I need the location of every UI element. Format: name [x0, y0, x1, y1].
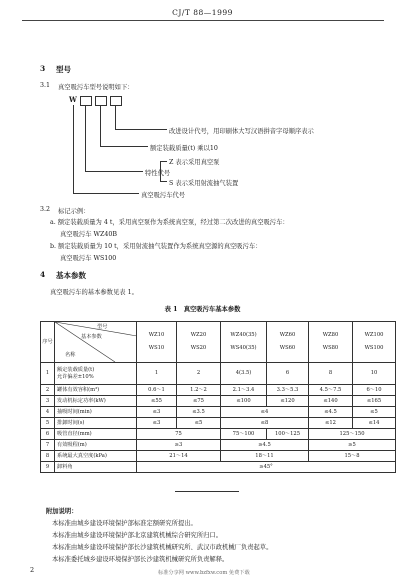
model-col-1 [137, 322, 177, 363]
row-name: 吸管直径(mm) [55, 429, 137, 440]
header-rule [22, 20, 384, 21]
table-cell: ≤165 [353, 396, 396, 407]
row-number: 5 [41, 418, 55, 429]
table-cell: ≤120 [267, 396, 309, 407]
table-row [41, 440, 396, 451]
section-4-title: 基本参数 [56, 271, 86, 280]
model-4-top: WZ60 [279, 332, 296, 339]
table-row [41, 363, 396, 385]
table-cell: ≤75 [177, 396, 221, 407]
table-header-row [41, 322, 396, 363]
section-4-number: 4 [40, 270, 46, 279]
table-cell: ≤140 [309, 396, 353, 407]
model-1-top: WZ10 [148, 332, 165, 339]
parameter-table [40, 321, 396, 473]
model-2-bottom: WS20 [190, 345, 207, 352]
table-cell: ≥4.5 [221, 440, 309, 451]
table-cell: ≤4 [221, 407, 309, 418]
code-box-1 [80, 96, 92, 106]
row-name-line1: 额定装载质量(t) [57, 367, 95, 373]
model-col-4 [267, 322, 309, 363]
header-corner-cell [55, 322, 137, 363]
row-number: 3 [41, 396, 55, 407]
table-cell: 4(3.5) [221, 363, 267, 385]
model-5-bottom: WS80 [322, 345, 339, 352]
table-cell: ≤4.5 [309, 407, 353, 418]
model-col-3 [221, 322, 267, 363]
row-name: 排卸时间(s) [55, 418, 137, 429]
table-cell: ≤3.5 [177, 407, 221, 418]
table-cell: ≤3 [137, 418, 177, 429]
row-name: 抽吸时间(min) [55, 407, 137, 418]
row-number: 1 [41, 363, 55, 385]
table-row [41, 385, 396, 396]
table-cell: 75 [137, 429, 221, 440]
row-name: 罐体有效容积(m³) [55, 385, 137, 396]
table-cell: 1.2～2 [177, 385, 221, 396]
model-col-2 [177, 322, 221, 363]
model-5-top: WZ80 [322, 332, 339, 339]
table-cell: ≥45° [137, 462, 396, 473]
table-row [41, 462, 396, 473]
leader-h-improve [115, 129, 167, 130]
leader-h-vehicle [73, 193, 139, 194]
appendix-line-3: 本标准由城乡建设环境保护部长沙建筑机械研究所、武汉市政机械厂负责起草。 [52, 544, 273, 551]
corner-label-name: 名称 [65, 352, 76, 358]
row-name [55, 363, 137, 385]
table-cell: ≤5 [353, 407, 396, 418]
model-6-top: WZ100 [364, 332, 384, 339]
leader-h-char [85, 171, 143, 172]
appendix-title: 附加说明： [46, 508, 78, 515]
row-name: 系统最大真空度(kPa) [55, 451, 137, 462]
leader-v-load [100, 105, 101, 146]
row-name-line2: 允许偏差±10% [57, 373, 94, 380]
table-cell: 125～150 [309, 429, 396, 440]
table-cell: 21～14 [137, 451, 221, 462]
model-col-6 [353, 322, 396, 363]
clause-3-2-title: 标记示例： [58, 208, 90, 215]
row-name: 卸料角 [55, 462, 137, 473]
clause-3-2-number: 3.2 [40, 206, 51, 213]
header-seq-text: 序号 [42, 338, 53, 345]
label-improve-code: 改进设计代号，用印刷体大写汉语拼音字母顺序表示 [169, 128, 314, 135]
table-cell: 2 [177, 363, 221, 385]
model-1-bottom: WS10 [148, 345, 165, 352]
corner-label-params: 基本参数 [81, 334, 102, 340]
table-cell: ≤14 [353, 418, 396, 429]
appendix-line-4: 本标准委托城乡建设环境保护部长沙建筑机械研究所负责解释。 [52, 556, 229, 563]
code-box-3 [110, 96, 122, 106]
table-cell: ≤100 [221, 396, 267, 407]
section-3-number: 3 [40, 64, 46, 73]
table-cell: ≤55 [137, 396, 177, 407]
table-cell: 8 [309, 363, 353, 385]
table-cell: ≤3 [137, 407, 177, 418]
row-name: 发动机标定功率(kW) [55, 396, 137, 407]
table-cell: 10 [353, 363, 396, 385]
table-cell: 15～8 [309, 451, 396, 462]
table-cell: 6～10 [353, 385, 396, 396]
watermark: 标准分享网 www.bzfxw.com 免费下载 [158, 570, 250, 576]
model-col-5 [309, 322, 353, 363]
clause-3-1-intro: 真空吸污车型号说明如下： [58, 84, 134, 91]
table-cell: ≤12 [309, 418, 353, 429]
table-row [41, 407, 396, 418]
model-3-top: WZ40(35) [230, 332, 257, 339]
section-4-intro: 真空吸污车的基本参数见表 1。 [50, 289, 138, 296]
table-cell: 1 [137, 363, 177, 385]
table-cell: ≥5 [309, 440, 396, 451]
label-z-vacuum-pump: Z 表示采用真空泵 [169, 159, 220, 166]
row-number: 6 [41, 429, 55, 440]
model-3-bottom: WS40(35) [230, 345, 257, 352]
table-cell: 3.3～5.3 [267, 385, 309, 396]
section-3-title: 型号 [56, 65, 71, 74]
example-b-text: b. 额定装载质量为 10 t，采用射流抽气装置作为系统真空源的真空吸污车： [50, 243, 262, 250]
corner-label-model: 型号 [97, 324, 108, 330]
table-row [41, 418, 396, 429]
table-row [41, 429, 396, 440]
appendix-line-1: 本标准由城乡建设环境保护部标准定额研究所提出。 [52, 520, 197, 527]
table-cell: 2.1～3.4 [221, 385, 267, 396]
leader-v-char [85, 105, 86, 171]
table-cell: 18～11 [221, 451, 309, 462]
table-cell: 100～125 [267, 429, 309, 440]
leader-v-improve [115, 105, 116, 129]
row-number: 2 [41, 385, 55, 396]
page-number: 2 [30, 566, 35, 574]
appendix-rule [175, 491, 239, 492]
char-brace-bottom [160, 181, 167, 182]
label-rated-load: 额定装载质量(t) 乘以10 [150, 145, 218, 152]
model-6-bottom: WS100 [364, 345, 384, 352]
leader-h-load [100, 146, 148, 147]
header-seq [41, 322, 55, 363]
leader-v-vehicle [73, 105, 74, 193]
standard-code: CJ/T 88—1999 [172, 8, 233, 17]
label-characteristic-code: 特性代号 [145, 170, 171, 177]
table-row [41, 396, 396, 407]
table-cell: 0.6～1 [137, 385, 177, 396]
example-a-model: 真空吸污车 WZ40B [60, 231, 117, 238]
example-a-text: a. 额定装载质量为 4 t，采用真空泵作为系统真空泵，经过第二次改进的真空吸污车： [50, 219, 289, 226]
table-cell: ≤8 [221, 418, 309, 429]
clause-3-1-number: 3.1 [40, 82, 51, 89]
row-number: 7 [41, 440, 55, 451]
table-caption: 表 1 真空吸污车基本参数 [164, 306, 241, 313]
row-number: 9 [41, 462, 55, 473]
model-2-top: WZ20 [190, 332, 207, 339]
table-cell: 4.5～7.5 [309, 385, 353, 396]
table-row [41, 451, 396, 462]
model-code-letter: W [69, 95, 77, 104]
table-cell: ≥3 [137, 440, 221, 451]
label-vehicle-code: 真空吸污车代号 [141, 192, 186, 199]
label-s-jet-extractor: S 表示采用射流抽气装置 [169, 180, 239, 187]
model-4-bottom: WS60 [279, 345, 296, 352]
example-b-model: 真空吸污车 WS100 [60, 255, 117, 262]
appendix-line-2: 本标准由城乡建设环境保护部北京建筑机械综合研究所归口。 [52, 532, 223, 539]
table-cell: 75～100 [221, 429, 267, 440]
table-cell: ≤5 [177, 418, 221, 429]
row-number: 8 [41, 451, 55, 462]
char-brace-top [160, 161, 167, 162]
row-number: 4 [41, 407, 55, 418]
code-box-2 [95, 96, 107, 106]
table-cell: 6 [267, 363, 309, 385]
row-name: 有效吸程(m) [55, 440, 137, 451]
